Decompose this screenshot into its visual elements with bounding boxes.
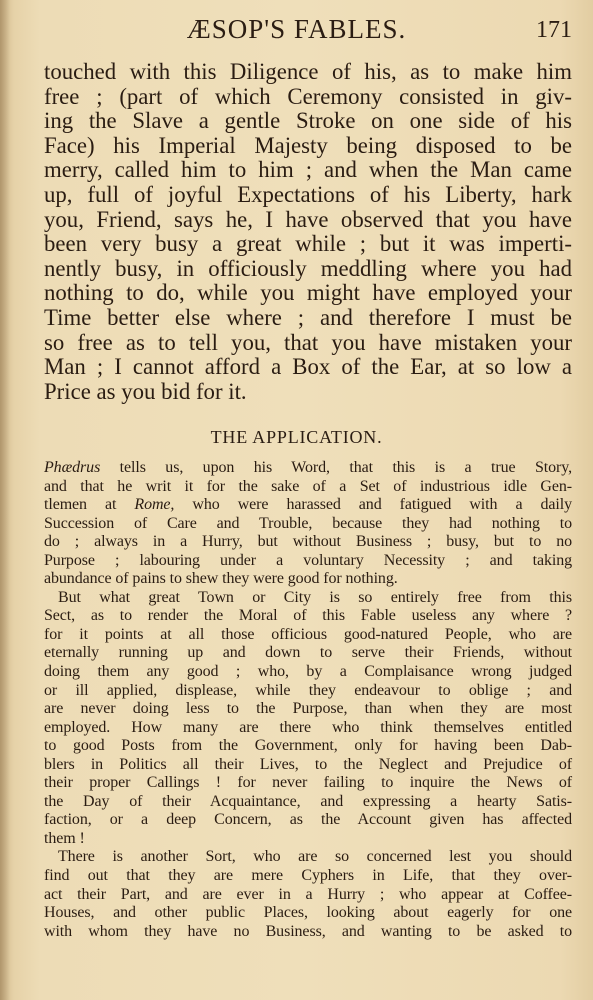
- text-line: [44, 496, 572, 515]
- running-title: ÆSOP'S FABLES.: [186, 14, 407, 44]
- text-line: But what great Town or City is so entirely free from this: [58, 588, 572, 606]
- text-line: blers in Politics all their Lives, to the Neglect and Prejudice of: [44, 755, 572, 773]
- text-line: [44, 459, 572, 478]
- text-line: eternally running up and down to serve their Friends, without: [44, 644, 572, 662]
- text-line: Time better else where ; and therefore I must be: [44, 304, 572, 330]
- text-line: been very busy a great while ; but it was imperti-: [44, 231, 572, 257]
- italic-name: Phædrus: [44, 459, 101, 476]
- italic-name: Rome,: [134, 496, 175, 514]
- text-line: the Day of their Acquaintance, and expressing a hearty Satis-: [44, 792, 572, 810]
- text-line: Purpose ; labouring under a voluntary Necessity ; and taking: [44, 551, 572, 569]
- text-line: so free as to tell you, that you have mistaken your: [44, 329, 572, 355]
- text-line: Houses, and other public Places, looking about eagerly for one: [44, 904, 572, 922]
- page-number: 171: [536, 17, 572, 43]
- line-segment: tells us, upon his Word, that this is a true Story,: [100, 459, 572, 476]
- text-line: free ; (part of which Ceremony consisted in giv-: [44, 83, 572, 109]
- text-line: find out that they are mere Cyphers in Life, that they over-: [44, 867, 572, 885]
- text-line: for it points at all those officious good-natured People, who are: [44, 625, 572, 643]
- text-line: employed. How many are there who think themselves entitled: [44, 718, 572, 736]
- line-segment: tlemen at: [44, 496, 135, 514]
- text-line: Man ; I cannot afford a Box of the Ear, at so low a: [44, 354, 572, 380]
- text-line: Face) his Imperial Majesty being disposed to be: [44, 132, 572, 158]
- text-line: act their Part, and are ever in a Hurry ; who appear at Coffee-: [44, 885, 572, 903]
- text-line: with whom they have no Business, and wanting to be asked to: [44, 922, 572, 940]
- line-segment: who were harassed and fatigued with a daily: [174, 496, 572, 514]
- text-line: doing them any good ; who, by a Complaisance wrong judged: [44, 663, 572, 681]
- text-line: Sect, as to render the Moral of this Fable useless any where ?: [44, 607, 572, 625]
- application-heading: THE APPLICATION.: [210, 427, 383, 447]
- text-line: their proper Callings ! for never failing to inquire the News of: [44, 774, 572, 792]
- text-line: nently busy, in officiously meddling where you had: [44, 255, 572, 281]
- text-line: are never doing less to the Purpose, than when they are most: [44, 700, 572, 718]
- text-line: merry, called him to him ; and when the Man came: [44, 157, 572, 183]
- text-line: do ; always in a Hurry, but without Business ; busy, but to no: [44, 533, 572, 551]
- text-line: Price as you bid for it.: [44, 378, 247, 404]
- text-line: you, Friend, says he, I have observed that you have: [44, 206, 572, 232]
- text-line: touched with this Diligence of his, as to make him: [44, 59, 572, 84]
- text-line: abundance of pains to shew they were good for nothing.: [44, 570, 398, 588]
- text-line: nothing to do, while you might have employed your: [44, 280, 572, 306]
- text-line: and that he writ it for the sake of a Set of industrious idle Gen-: [44, 477, 572, 495]
- text-line: Succession of Care and Trouble, because they had nothing to: [44, 514, 572, 532]
- text-line: or ill applied, displease, while they endeavour to oblige ; and: [44, 681, 572, 699]
- text-line: ing the Slave a gentle Stroke on one side of his: [44, 108, 572, 134]
- text-line: faction, or a deep Concern, as the Account given has affected: [44, 811, 572, 829]
- running-head: [0, 10, 593, 50]
- application-text: [44, 459, 572, 941]
- text-line: up, full of joyful Expectations of his Liberty, hark: [44, 181, 572, 207]
- text-line: to good Posts from the Government, only for having been Dab-: [44, 737, 572, 755]
- text-line: There is another Sort, who are so concerned lest you should: [58, 848, 572, 866]
- text-line: them !: [44, 829, 85, 847]
- fable-text: [44, 60, 572, 404]
